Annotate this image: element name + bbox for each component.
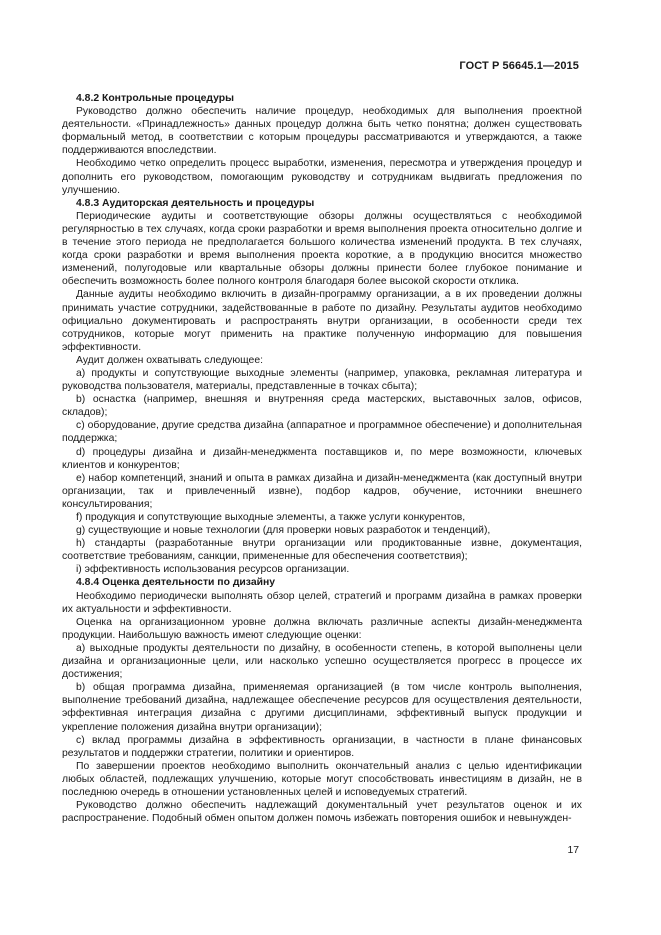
list-item: i) эффективность использования ресурсов организации. bbox=[76, 564, 350, 576]
section-heading: 4.8.3 Аудиторская деятельность и процедуры bbox=[76, 197, 315, 209]
paragraph: Периодические аудиты и соответствующие обзоры должны осуществляться с необходимой регулярностью в тех случаях, когда сроки разработки и время выполнения проекта относительно долгие и в течение этого периода не предполагается большого количества изменений продукта. В тех случаях, когда сроки разработки и время выполнения проекта короткие, а в продукцию вносится множество изменений, полугодовые или квартальные обзоры должны принести более глубокое понимание и обеспечить возможность более полного контроля благодаря более высокой скорости отклика. bbox=[62, 210, 582, 288]
list-item: d) процедуры дизайна и дизайн-менеджмента поставщиков и, по мере возможности, ключевых клиентов и конкурентов; bbox=[62, 446, 582, 471]
list-item: с) оборудование, другие средства дизайна (аппаратное и программное обеспечение) и дополнительная поддержка; bbox=[62, 420, 582, 445]
list-item: а) выходные продукты деятельности по дизайну, в особенности степень, в которой выполнены цели дизайна и организационные цели, или насколько успешно осуществляется прогресс в процессе их достижения; bbox=[62, 642, 582, 681]
document-body bbox=[62, 92, 582, 825]
list-item: е) набор компетенций, знаний и опыта в рамках дизайна и дизайн-менеджмента (как доступный внутри организации, так и привлеченный извне), подбор кадров, обучение, источники внешнего консультирования; bbox=[62, 472, 582, 510]
paragraph: Аудит должен охватывать следующее: bbox=[76, 354, 263, 366]
page-number: 17 bbox=[567, 845, 579, 856]
section-heading: 4.8.2 Контрольные процедуры bbox=[76, 93, 235, 104]
paragraph: Руководство должно обеспечить надлежащий документальный учет результатов оценок и их распространение. Подобный обмен опытом должен помочь избежать повторения ошибок и невынужден- bbox=[62, 800, 582, 825]
paragraph: Данные аудиты необходимо включить в дизайн-программу организации, а в их проведении должны принимать участие сотрудники, задействованные в работе по дизайну. Результаты аудитов необходимо официально документировать и распространять внутри организации, в особенности среди тех сотрудников, которые могут применить на практике полученную информацию для повышения эффективности. bbox=[62, 289, 582, 353]
paragraph: По завершении проектов необходимо выполнить окончательный анализ с целью идентификации любых областей, подлежащих улучшению, которые могут способствовать инвестициям в дизайн, не в последнюю очередь в отношении установленных целей и исповедуемых стратегий. bbox=[62, 760, 582, 798]
list-item: с) вклад программы дизайна в эффективность организации, в частности в плане финансовых результатов и поддержки стратегии, политики и ориентиров. bbox=[62, 734, 582, 759]
list-item: g) существующие и новые технологии (для проверки новых разработок и тенденций), bbox=[76, 525, 491, 537]
document-code: ГОСТ Р 56645.1—2015 bbox=[459, 60, 579, 72]
list-item: b) оснастка (например, внешняя и внутренняя среда мастерских, выставочных залов, офисов, складов); bbox=[62, 394, 582, 419]
paragraph: Необходимо периодически выполнять обзор целей, стратегий и программ дизайна в рамках проверки их актуальности и эффективности. bbox=[62, 590, 582, 615]
list-item: f) продукция и сопутствующие выходные элементы, а также услуги конкурентов, bbox=[76, 512, 466, 523]
list-item: h) стандарты (разработанные внутри организации или продиктованные извне, документация, соответствие требованиям, санкции, примененные для обеспечения соответствия); bbox=[62, 538, 582, 563]
paragraph: Руководство должно обеспечить наличие процедур, необходимых для выполнения проектной деятельности. «Принадлежность» данных процедур должна быть четко понятна; должен существовать формальный метод, в соответствии с которым процедуры рассматриваются и утверждаются, а также поддерживаются впоследствии. bbox=[62, 106, 582, 157]
paragraph: Оценка на организационном уровне должна включать различные аспекты дизайн-менеджмента продукции. Наибольшую важность имеют следующие оценки: bbox=[62, 616, 582, 641]
paragraph: Необходимо четко определить процесс выработки, изменения, пересмотра и утверждения процедур и дополнить его руководством, помогающим руководству и сотрудникам выдвигать предложения по улучшению. bbox=[62, 158, 582, 196]
section-heading: 4.8.4 Оценка деятельности по дизайну bbox=[76, 577, 276, 589]
list-item: а) продукты и сопутствующие выходные элементы (например, упаковка, рекламная литература и руководства пользователя, материалы, представленные в точках сбыта); bbox=[62, 367, 582, 393]
list-item: b) общая программа дизайна, применяемая организацией (в том числе контроль выполнения, выполнение требований дизайна, надлежащее обеспечение ресурсов для осуществления деятельности, эффективная интеграция дизайна с другими дисциплинами, эффективный выпуск продукции и укрепление положения дизайна внутри организации); bbox=[62, 682, 582, 733]
